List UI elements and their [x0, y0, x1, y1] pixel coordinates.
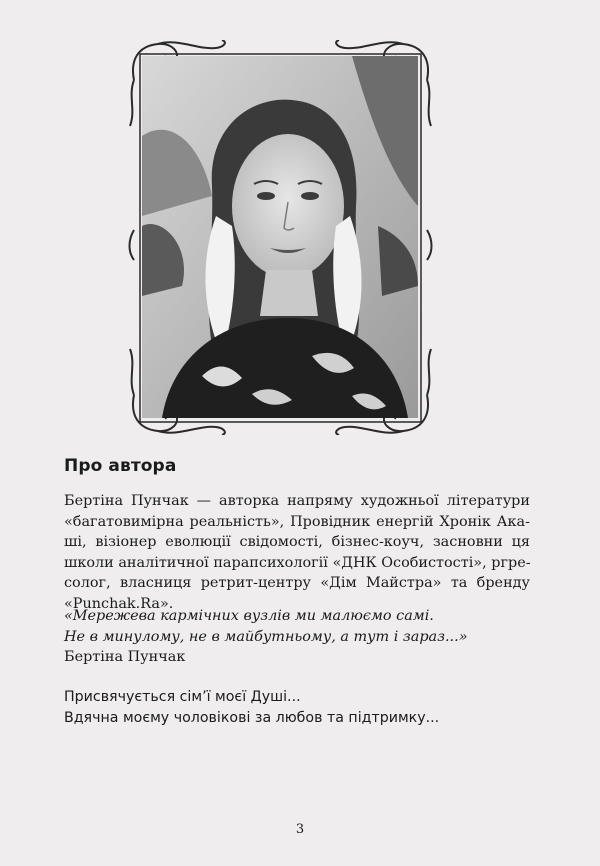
- dedication-line: Вдячна моєму чоловікові за любов та підтримку...: [64, 709, 440, 726]
- bio-line: школи аналітичної парапсихології «ДНК Особистості», ргре-: [64, 554, 531, 571]
- quote-line: «Мережева кармічних вузлів ми малюємо самі.: [64, 608, 434, 624]
- page-number: 3: [295, 822, 305, 837]
- dedication: [64, 687, 530, 728]
- author-quote: [64, 606, 530, 668]
- bio-line: ші, візіонер еволюції свідомості, бізнес-коуч, засновни ця: [64, 534, 530, 550]
- author-portrait-image: [142, 56, 418, 418]
- dedication-line: Присвячується сім’ї моєї Душі...: [64, 689, 301, 705]
- author-bio: [64, 491, 530, 614]
- bio-line: «багатовимірна реальність», Провідник енергій Хронік Ака-: [64, 513, 530, 530]
- bio-line: солог, власниця ретрит-центру «Дім Майстра» та бренду: [64, 575, 530, 591]
- quote-line: Не в минулому, не в майбутньому, а тут і зараз...»: [64, 628, 468, 645]
- section-heading: Про автора: [64, 456, 177, 476]
- quote-author: Бертіна Пунчак: [64, 649, 186, 665]
- bio-line: «Punchak.Ra».: [64, 595, 174, 612]
- author-photo: [142, 56, 418, 418]
- bio-line: Бертіна Пунчак — авторка напряму художньої літератури: [64, 493, 530, 509]
